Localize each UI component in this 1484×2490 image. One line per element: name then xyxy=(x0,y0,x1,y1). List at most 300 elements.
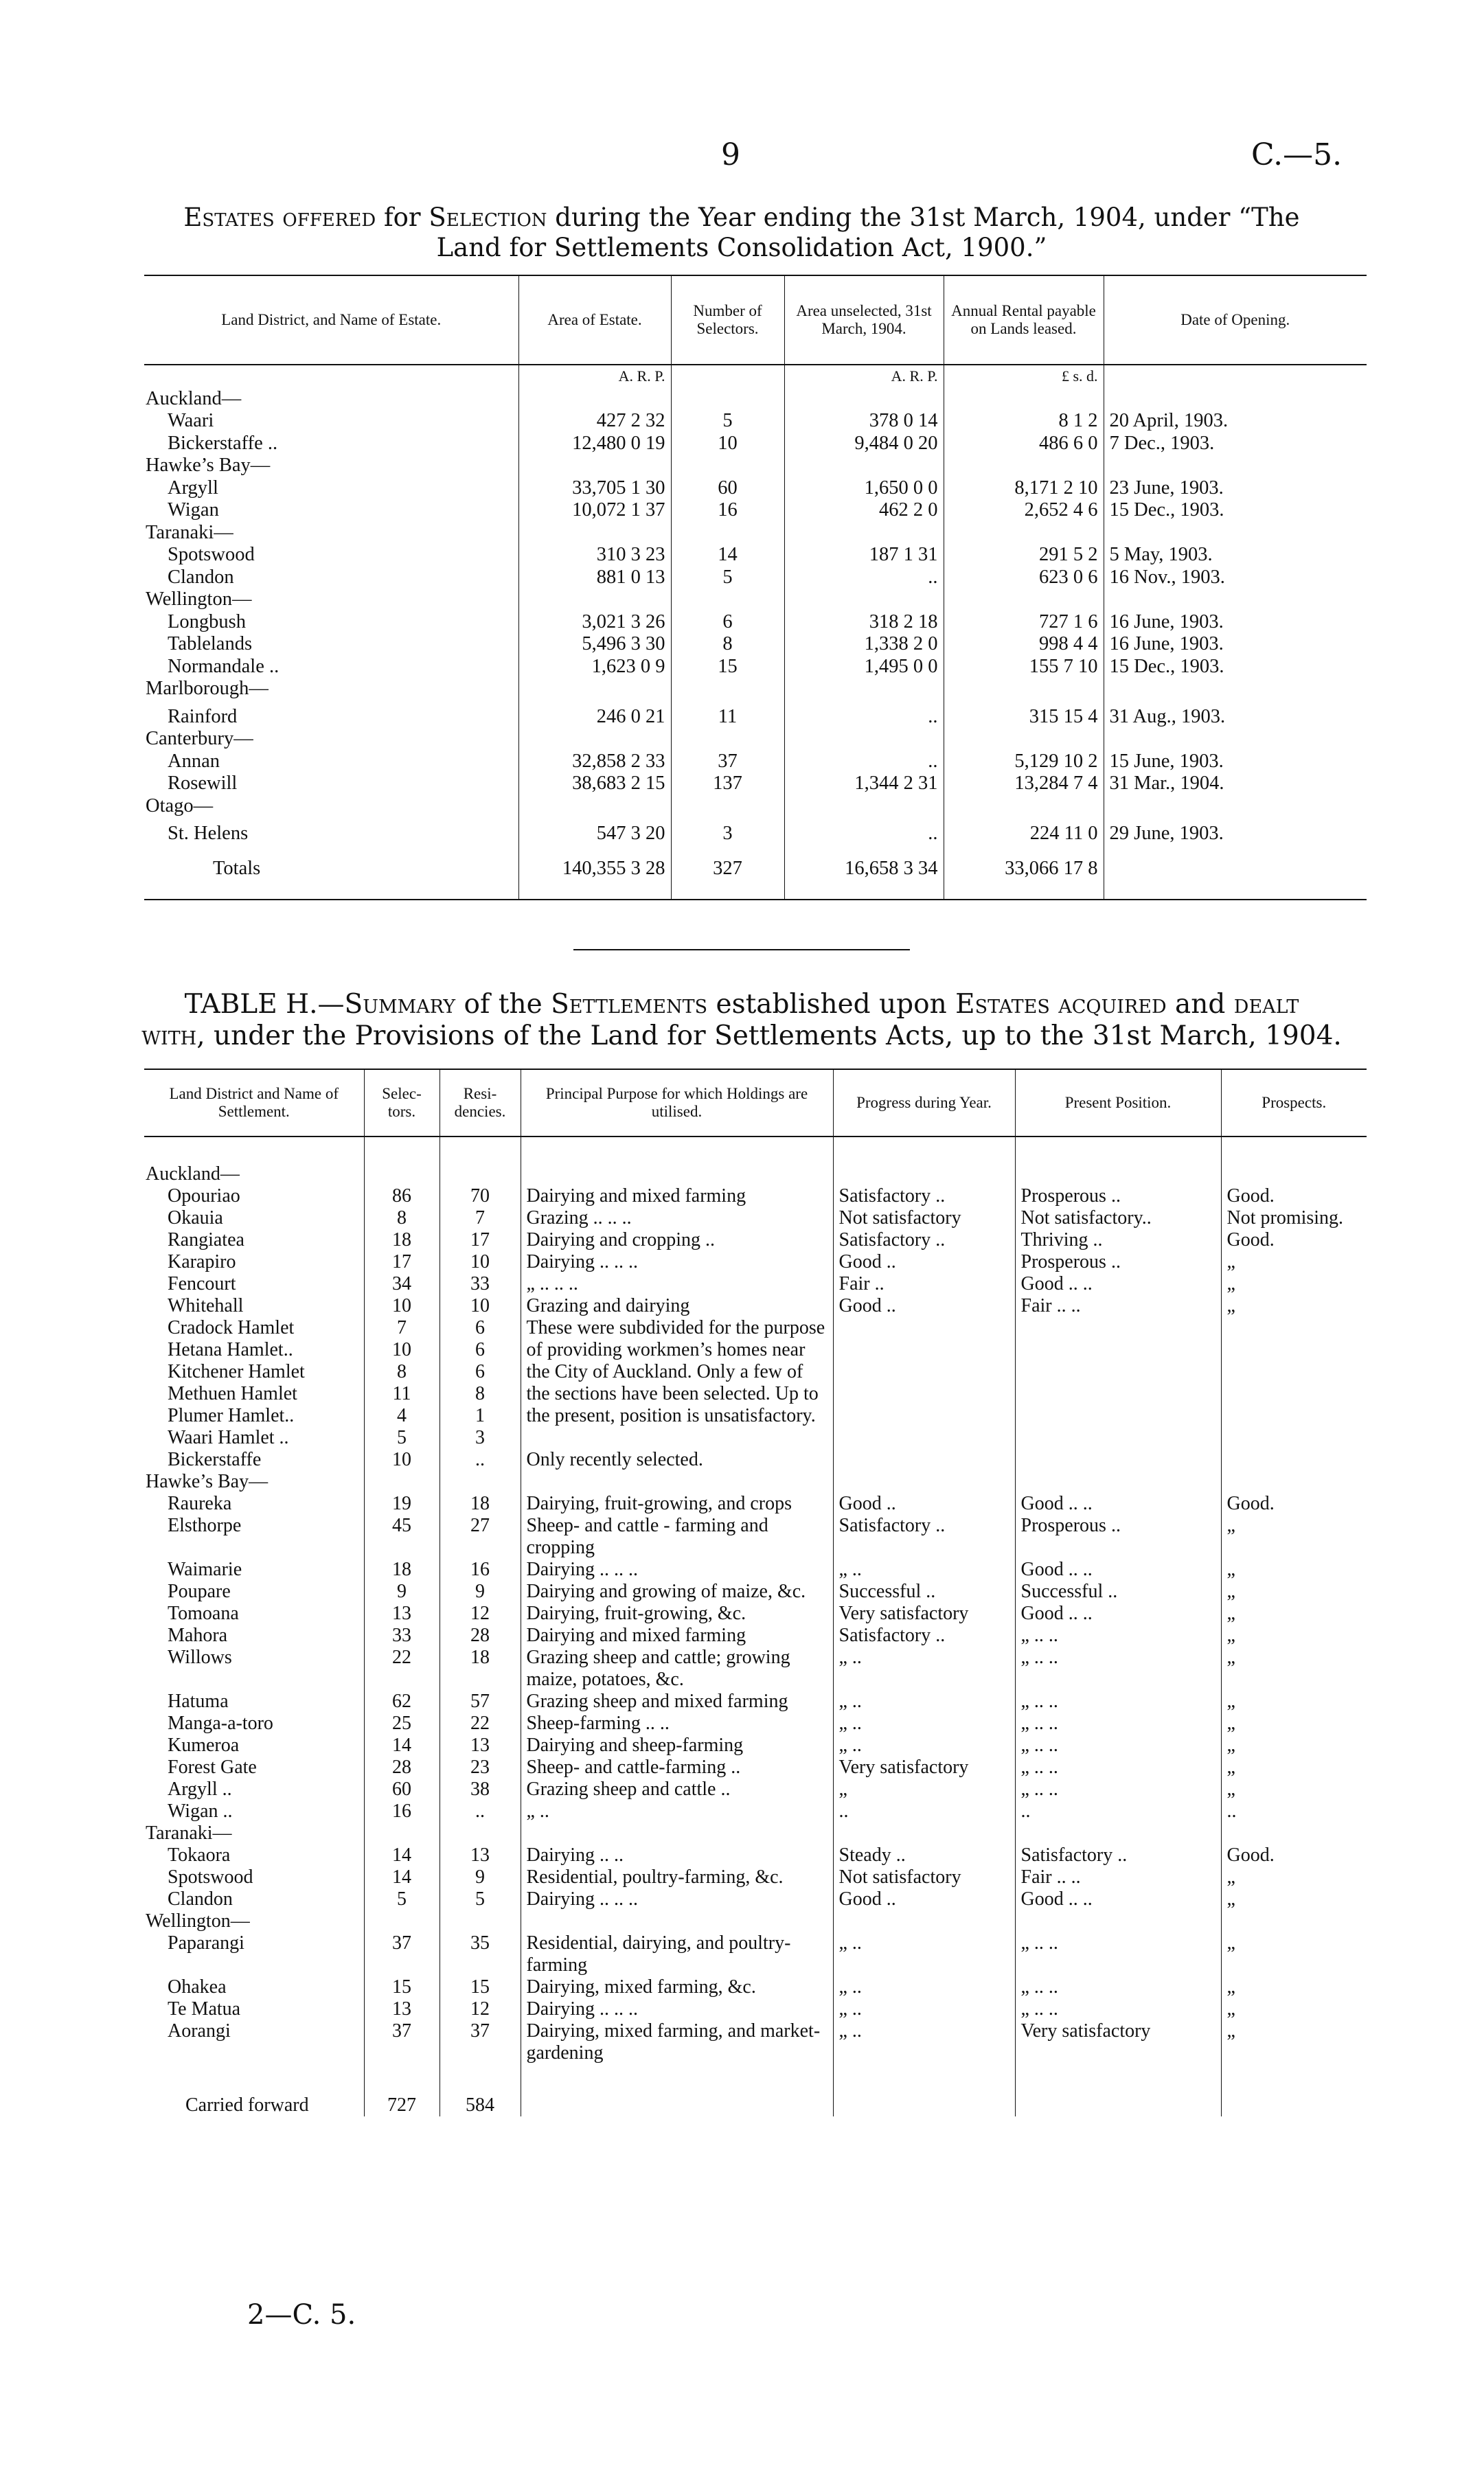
district-row xyxy=(144,388,1367,411)
settlement-name: Rangiatea xyxy=(168,1229,244,1250)
footer-signature: 2—C. 5. xyxy=(247,2299,356,2331)
heading-part: , under the Provisions of the Land for Settlements Acts, up to the 31st March, 1904. xyxy=(196,1020,1342,1051)
estate-area: 1,623 0 9 xyxy=(518,656,671,678)
estate-row xyxy=(144,656,1367,678)
settlement-name: Poupare xyxy=(168,1581,231,1602)
estate-name: Annan xyxy=(168,750,220,772)
empty-cell xyxy=(1221,2064,1367,2116)
estate-date: 5 May, 1903. xyxy=(1104,544,1367,567)
settlement-row xyxy=(144,1449,1367,1471)
totals-rental: 33,066 17 8 xyxy=(944,845,1104,900)
estate-date: 29 June, 1903. xyxy=(1104,817,1367,845)
settlement-position: Thriving .. xyxy=(1015,1229,1221,1251)
estate-name: Tablelands xyxy=(168,633,253,654)
empty-cell xyxy=(833,1137,1015,1185)
settlement-row xyxy=(144,1207,1367,1229)
settlement-name: Clandon xyxy=(168,1888,233,1910)
settlement-residencies: 9 xyxy=(440,1866,521,1888)
settlement-prospects: „ xyxy=(1221,1603,1367,1625)
settlement-purpose: Dairying and sheep-farming xyxy=(521,1735,833,1757)
settlement-progress: Steady .. xyxy=(833,1844,1015,1866)
settlement-selectors: 60 xyxy=(364,1779,440,1801)
empty-cell xyxy=(833,1471,1015,1493)
settlement-residencies: 35 xyxy=(440,1932,521,1976)
settlement-position: Successful .. xyxy=(1015,1581,1221,1603)
settlement-position: Good .. .. xyxy=(1015,1273,1221,1295)
estate-row xyxy=(144,544,1367,567)
estate-unselected: .. xyxy=(784,700,944,729)
empty-cell xyxy=(671,522,784,545)
settlement-purpose: Residential, poultry-farming, &c. xyxy=(521,1866,833,1888)
estate-selectors: 11 xyxy=(671,700,784,729)
settlement-row xyxy=(144,2020,1367,2064)
settlement-progress xyxy=(833,1361,1015,1383)
settlement-row xyxy=(144,1888,1367,1910)
settlement-residencies: .. xyxy=(440,1449,521,1471)
heading-part: dealt xyxy=(1233,989,1299,1020)
settlement-selectors: 11 xyxy=(364,1383,440,1405)
settlement-purpose: Dairying and mixed farming xyxy=(521,1185,833,1207)
empty-cell xyxy=(833,1823,1015,1844)
settlement-purpose: Sheep- and cattle-farming .. xyxy=(521,1757,833,1779)
estate-selectors: 3 xyxy=(671,817,784,845)
estates-offered-table xyxy=(144,275,1367,900)
table1-heading xyxy=(124,203,1360,263)
estate-name: Bickerstaffe .. xyxy=(168,432,278,454)
settlement-purpose: Dairying .. .. xyxy=(521,1844,833,1866)
empty-cell xyxy=(833,2064,1015,2116)
totals-unselected: 16,658 3 34 xyxy=(784,845,944,900)
empty-cell xyxy=(1221,1823,1367,1844)
estate-selectors: 37 xyxy=(671,751,784,773)
empty-cell xyxy=(1221,1137,1367,1185)
settlement-progress xyxy=(833,1405,1015,1427)
empty-cell xyxy=(784,589,944,611)
empty-cell xyxy=(518,728,671,751)
settlement-row xyxy=(144,1251,1367,1273)
estate-date: 31 Aug., 1903. xyxy=(1104,700,1367,729)
settlement-residencies: .. xyxy=(440,1801,521,1823)
empty-cell xyxy=(1221,1910,1367,1932)
district-name: Taranaki— xyxy=(146,1823,232,1844)
units-cell: £ s. d. xyxy=(944,365,1104,388)
empty-cell xyxy=(784,678,944,700)
settlement-selectors: 15 xyxy=(364,1976,440,1998)
settlement-prospects: Good. xyxy=(1221,1844,1367,1866)
settlement-prospects: „ xyxy=(1221,1691,1367,1713)
settlement-purpose: „ .. xyxy=(521,1801,833,1823)
empty-cell xyxy=(944,795,1104,818)
settlement-selectors: 17 xyxy=(364,1251,440,1273)
settlement-residencies: 12 xyxy=(440,1603,521,1625)
settlement-purpose: Dairying, fruit-growing, and crops xyxy=(521,1493,833,1515)
settlement-purpose: Residential, dairying, and poultry-farming xyxy=(521,1932,833,1976)
estate-row xyxy=(144,611,1367,634)
settlement-purpose: Sheep-farming .. .. xyxy=(521,1713,833,1735)
settlement-progress: .. xyxy=(833,1801,1015,1823)
settlement-residencies: 23 xyxy=(440,1757,521,1779)
settlement-purpose: Grazing .. .. .. xyxy=(521,1207,833,1229)
settlement-progress: „ .. xyxy=(833,1976,1015,1998)
settlement-name: Karapiro xyxy=(168,1251,236,1272)
estate-selectors: 60 xyxy=(671,477,784,500)
empty-cell xyxy=(364,1137,440,1185)
district-name: Auckland— xyxy=(146,387,242,409)
district-row xyxy=(144,728,1367,751)
estate-name: Waari xyxy=(168,410,214,431)
settlement-name: Fencourt xyxy=(168,1273,236,1294)
settlement-progress xyxy=(833,1339,1015,1361)
settlement-position: Prosperous .. xyxy=(1015,1251,1221,1273)
settlement-selectors: 14 xyxy=(364,1844,440,1866)
empty-cell xyxy=(1104,455,1367,477)
settlement-progress: „ xyxy=(833,1779,1015,1801)
empty-cell xyxy=(944,522,1104,545)
units-row xyxy=(144,365,1367,388)
district-name: Taranaki— xyxy=(146,521,233,543)
estate-rental: 315 15 4 xyxy=(944,700,1104,729)
settlement-progress: Not satisfactory xyxy=(833,1866,1015,1888)
settlement-name: Ohakea xyxy=(168,1976,227,1998)
estate-date: 16 Nov., 1903. xyxy=(1104,567,1367,589)
settlement-row xyxy=(144,1515,1367,1559)
district-row xyxy=(144,522,1367,545)
empty-cell xyxy=(440,1471,521,1493)
district-name: Hawke’s Bay— xyxy=(146,1471,269,1492)
settlement-name: Te Matua xyxy=(168,1998,241,2020)
heading-part: during the Year ending the 31st March, 1904, under “The xyxy=(547,203,1300,232)
estate-selectors: 5 xyxy=(671,567,784,589)
empty-cell xyxy=(1221,1471,1367,1493)
settlement-row xyxy=(144,1801,1367,1823)
heading-part: of the xyxy=(455,989,551,1020)
settlement-position xyxy=(1015,1405,1221,1427)
district-name: Wellington— xyxy=(146,589,252,610)
settlement-name: Tokaora xyxy=(168,1844,231,1866)
estate-rental: 727 1 6 xyxy=(944,611,1104,634)
settlement-row xyxy=(144,1932,1367,1976)
settlement-prospects: Not promising. xyxy=(1221,1207,1367,1229)
district-name: Marlborough— xyxy=(146,678,269,699)
settlement-selectors: 25 xyxy=(364,1713,440,1735)
settlement-progress: Satisfactory .. xyxy=(833,1185,1015,1207)
empty-cell xyxy=(518,388,671,411)
empty-cell xyxy=(518,589,671,611)
district-name: Otago— xyxy=(146,795,214,816)
settlement-progress: „ .. xyxy=(833,1735,1015,1757)
settlement-row xyxy=(144,1317,1367,1339)
settlement-selectors: 86 xyxy=(364,1185,440,1207)
estate-unselected: 1,338 2 0 xyxy=(784,633,944,656)
empty-cell xyxy=(1104,388,1367,411)
settlement-purpose: Sheep- and cattle - farming and cropping xyxy=(521,1515,833,1559)
settlement-row xyxy=(144,1295,1367,1317)
empty-cell xyxy=(671,388,784,411)
estate-row xyxy=(144,700,1367,729)
empty-cell xyxy=(440,1823,521,1844)
settlement-selectors: 28 xyxy=(364,1757,440,1779)
estate-rental: 224 11 0 xyxy=(944,817,1104,845)
settlement-residencies: 18 xyxy=(440,1493,521,1515)
settlement-prospects: „ xyxy=(1221,1647,1367,1691)
settlement-position: Good .. .. xyxy=(1015,1888,1221,1910)
estate-rental: 155 7 10 xyxy=(944,656,1104,678)
settlement-residencies: 6 xyxy=(440,1339,521,1361)
settlement-selectors: 9 xyxy=(364,1581,440,1603)
estate-unselected: 378 0 14 xyxy=(784,410,944,433)
estate-name: Normandale .. xyxy=(168,655,279,677)
settlement-position: Satisfactory .. xyxy=(1015,1844,1221,1866)
heading-part: Estates acquired xyxy=(955,989,1167,1020)
settlement-residencies: 10 xyxy=(440,1295,521,1317)
settlement-prospects: „ xyxy=(1221,1779,1367,1801)
estate-date: 31 Mar., 1904. xyxy=(1104,773,1367,795)
settlement-selectors: 22 xyxy=(364,1647,440,1691)
estate-selectors: 10 xyxy=(671,433,784,455)
settlement-selectors: 10 xyxy=(364,1295,440,1317)
district-row xyxy=(144,589,1367,611)
settlement-row xyxy=(144,1559,1367,1581)
estate-rental: 291 5 2 xyxy=(944,544,1104,567)
estate-date: 15 Dec., 1903. xyxy=(1104,656,1367,678)
estate-date: 15 June, 1903. xyxy=(1104,751,1367,773)
estate-area: 32,858 2 33 xyxy=(518,751,671,773)
settlement-residencies: 27 xyxy=(440,1515,521,1559)
empty-cell xyxy=(518,795,671,818)
settlement-progress: Very satisfactory xyxy=(833,1757,1015,1779)
settlement-position: Not satisfactory.. xyxy=(1015,1207,1221,1229)
estate-unselected: .. xyxy=(784,567,944,589)
units-cell xyxy=(1104,365,1367,388)
settlement-purpose: Dairying, mixed farming, &c. xyxy=(521,1976,833,1998)
estate-unselected: 1,495 0 0 xyxy=(784,656,944,678)
empty-cell xyxy=(671,589,784,611)
carried-selectors: 727 xyxy=(364,2064,440,2116)
district-name: Hawke’s Bay— xyxy=(146,455,271,476)
settlement-residencies: 16 xyxy=(440,1559,521,1581)
settlement-prospects: „ xyxy=(1221,1295,1367,1317)
settlement-progress: Good .. xyxy=(833,1888,1015,1910)
settlement-position: Very satisfactory xyxy=(1015,2020,1221,2064)
settlement-progress xyxy=(833,1449,1015,1471)
settlement-selectors: 62 xyxy=(364,1691,440,1713)
empty-cell xyxy=(784,388,944,411)
settlement-position: „ .. .. xyxy=(1015,1932,1221,1976)
settlement-prospects: „ xyxy=(1221,1735,1367,1757)
empty-cell xyxy=(671,728,784,751)
document-code: C.—5. xyxy=(1251,137,1343,172)
heading-part: TABLE H.— xyxy=(184,989,345,1020)
estate-selectors: 14 xyxy=(671,544,784,567)
empty-cell xyxy=(364,1823,440,1844)
settlement-position: „ .. .. xyxy=(1015,1647,1221,1691)
settlement-purpose: Dairying .. .. .. xyxy=(521,1251,833,1273)
estate-row xyxy=(144,477,1367,500)
estate-unselected: .. xyxy=(784,817,944,845)
heading-part: Settlements xyxy=(551,989,708,1020)
estate-name: Longbush xyxy=(168,610,246,632)
empty-cell xyxy=(1104,795,1367,818)
col-header-selectors: Number of Selectors. xyxy=(671,275,784,365)
carried-forward-row xyxy=(144,2064,1367,2116)
heading-part: and xyxy=(1166,989,1234,1020)
col-header-purpose: Principal Purpose for which Holdings are utilised. xyxy=(521,1069,833,1137)
settlement-name: Elsthorpe xyxy=(168,1515,242,1536)
heading-part: for xyxy=(376,203,429,232)
settlement-prospects: „ xyxy=(1221,1888,1367,1910)
estate-rental: 623 0 6 xyxy=(944,567,1104,589)
settlement-name: Manga-a-toro xyxy=(168,1713,273,1734)
settlement-residencies: 17 xyxy=(440,1229,521,1251)
settlement-progress xyxy=(833,1427,1015,1449)
settlement-prospects xyxy=(1221,1449,1367,1471)
settlement-selectors: 19 xyxy=(364,1493,440,1515)
settlement-position: Good .. .. xyxy=(1015,1559,1221,1581)
col-header-progress: Progress during Year. xyxy=(833,1069,1015,1137)
estate-selectors: 137 xyxy=(671,773,784,795)
district-row xyxy=(144,1471,1367,1493)
settlement-name: Raureka xyxy=(168,1493,232,1514)
settlement-name: Mahora xyxy=(168,1625,228,1646)
settlement-selectors: 34 xyxy=(364,1273,440,1295)
settlement-residencies: 5 xyxy=(440,1888,521,1910)
estate-row xyxy=(144,567,1367,589)
settlement-selectors: 5 xyxy=(364,1427,440,1449)
settlement-selectors: 4 xyxy=(364,1405,440,1427)
empty-cell xyxy=(521,1137,833,1185)
totals-label: Totals xyxy=(144,845,518,900)
settlement-name: Spotswood xyxy=(168,1866,253,1888)
settlement-progress: Very satisfactory xyxy=(833,1603,1015,1625)
settlement-residencies: 13 xyxy=(440,1844,521,1866)
empty-cell xyxy=(784,795,944,818)
col-header-prospects: Prospects. xyxy=(1221,1069,1367,1137)
settlement-name: Kumeroa xyxy=(168,1735,240,1756)
settlement-position: Prosperous .. xyxy=(1015,1185,1221,1207)
settlement-prospects: Good. xyxy=(1221,1185,1367,1207)
settlement-prospects: „ xyxy=(1221,1273,1367,1295)
estate-name: Wigan xyxy=(168,499,219,521)
settlement-residencies: 1 xyxy=(440,1405,521,1427)
empty-cell xyxy=(944,589,1104,611)
settlement-purpose: Dairying, fruit-growing, &c. xyxy=(521,1603,833,1625)
empty-cell xyxy=(1015,1471,1221,1493)
settlement-position: „ .. .. xyxy=(1015,1625,1221,1647)
settlement-progress: Fair .. xyxy=(833,1273,1015,1295)
settlement-residencies: 18 xyxy=(440,1647,521,1691)
settlement-residencies: 57 xyxy=(440,1691,521,1713)
estate-area: 12,480 0 19 xyxy=(518,433,671,455)
settlement-progress: Good .. xyxy=(833,1493,1015,1515)
empty-cell xyxy=(833,1910,1015,1932)
carried-residencies: 584 xyxy=(440,2064,521,2116)
settlement-selectors: 10 xyxy=(364,1339,440,1361)
settlement-residencies: 8 xyxy=(440,1383,521,1405)
estate-area: 246 0 21 xyxy=(518,700,671,729)
empty-cell xyxy=(518,678,671,700)
units-cell xyxy=(671,365,784,388)
totals-area: 140,355 3 28 xyxy=(518,845,671,900)
settlement-row xyxy=(144,1691,1367,1713)
estate-date: 7 Dec., 1903. xyxy=(1104,433,1367,455)
settlement-purpose: Only recently selected. xyxy=(521,1449,833,1471)
empty-cell xyxy=(784,522,944,545)
settlement-selectors: 18 xyxy=(364,1229,440,1251)
estate-rental: 13,284 7 4 xyxy=(944,773,1104,795)
heading-part: established upon xyxy=(707,989,956,1020)
settlement-row xyxy=(144,1603,1367,1625)
settlement-row xyxy=(144,1735,1367,1757)
estate-rental: 486 6 0 xyxy=(944,433,1104,455)
settlement-selectors: 14 xyxy=(364,1735,440,1757)
col-header-rental: Annual Rental payable on Lands leased. xyxy=(944,275,1104,365)
page-number: 9 xyxy=(721,137,740,172)
estate-row xyxy=(144,751,1367,773)
empty-cell xyxy=(440,1137,521,1185)
settlement-row xyxy=(144,1844,1367,1866)
estate-name: Rainford xyxy=(168,705,238,727)
empty-cell xyxy=(1104,728,1367,751)
estate-name: Rosewill xyxy=(168,773,238,794)
estate-row xyxy=(144,633,1367,656)
settlement-position: Fair .. .. xyxy=(1015,1866,1221,1888)
settlement-row xyxy=(144,1581,1367,1603)
settlement-name: Willows xyxy=(168,1647,232,1668)
settlement-prospects xyxy=(1221,1317,1367,1339)
empty-cell xyxy=(521,1471,833,1493)
estate-row xyxy=(144,773,1367,795)
settlement-selectors: 16 xyxy=(364,1801,440,1823)
district-row xyxy=(144,678,1367,700)
table2-heading xyxy=(124,989,1360,1052)
empty-cell xyxy=(1015,1137,1221,1185)
settlement-name: Cradock Hamlet xyxy=(168,1317,295,1338)
settlement-prospects: „ xyxy=(1221,1757,1367,1779)
empty-cell xyxy=(1104,589,1367,611)
estate-area: 310 3 23 xyxy=(518,544,671,567)
settlement-selectors: 37 xyxy=(364,2020,440,2064)
settlement-selectors: 33 xyxy=(364,1625,440,1647)
settlement-row xyxy=(144,1779,1367,1801)
settlement-position xyxy=(1015,1339,1221,1361)
settlement-residencies: 28 xyxy=(440,1625,521,1647)
settlement-progress: „ .. xyxy=(833,1998,1015,2020)
empty-cell xyxy=(944,388,1104,411)
estate-row xyxy=(144,433,1367,455)
district-row xyxy=(144,1137,1367,1185)
settlement-prospects: „ xyxy=(1221,1713,1367,1735)
settlement-purpose: Dairying and growing of maize, &c. xyxy=(521,1581,833,1603)
settlement-prospects: „ xyxy=(1221,1866,1367,1888)
heading-part: Estates offered xyxy=(183,203,376,232)
settlement-selectors: 13 xyxy=(364,1998,440,2020)
settlement-residencies: 13 xyxy=(440,1735,521,1757)
settlement-selectors: 8 xyxy=(364,1361,440,1383)
units-cell xyxy=(144,365,518,388)
estate-date: 15 Dec., 1903. xyxy=(1104,499,1367,522)
estate-date: 16 June, 1903. xyxy=(1104,633,1367,656)
estate-unselected: .. xyxy=(784,751,944,773)
estate-selectors: 6 xyxy=(671,611,784,634)
settlement-residencies: 33 xyxy=(440,1273,521,1295)
settlement-row xyxy=(144,1998,1367,2020)
settlement-position xyxy=(1015,1383,1221,1405)
estate-area: 881 0 13 xyxy=(518,567,671,589)
settlement-name: Hetana Hamlet.. xyxy=(168,1339,293,1360)
settlement-row xyxy=(144,1229,1367,1251)
settlement-prospects xyxy=(1221,1383,1367,1405)
settlement-selectors: 7 xyxy=(364,1317,440,1339)
